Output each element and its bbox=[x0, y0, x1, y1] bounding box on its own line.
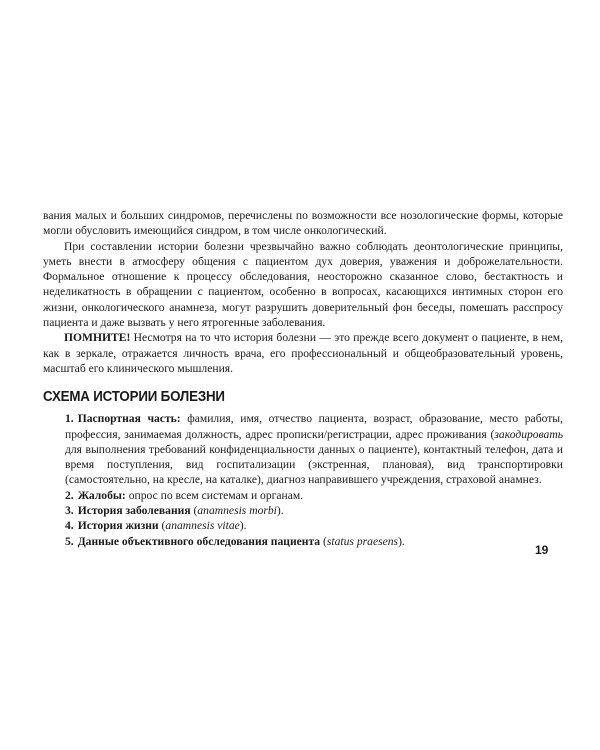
item-text: опрос по всем системам и органам. bbox=[125, 488, 304, 502]
item-italic: anamnesis morbi bbox=[197, 504, 277, 518]
list-item bbox=[65, 518, 563, 533]
list-item bbox=[65, 534, 563, 549]
item-number: 4. bbox=[65, 519, 74, 533]
paragraph-continuation: вания малых и больших синдромов, перечислены по возможности все нозологические формы, которые могли обусловить имеющийся синдром, в том числе онкологический. bbox=[43, 209, 563, 238]
item-title: История жизни bbox=[77, 519, 159, 533]
item-text: ( bbox=[320, 534, 327, 548]
item-title: История заболевания bbox=[77, 504, 191, 518]
item-text-end: ). bbox=[398, 534, 405, 548]
item-italic: status praesens bbox=[326, 534, 399, 548]
page-content bbox=[43, 208, 563, 549]
item-text-end: ). bbox=[276, 504, 284, 518]
item-number: 5. bbox=[65, 534, 74, 548]
section-title: СХЕМА ИСТОРИИ БОЛЕЗНИ bbox=[43, 389, 225, 406]
item-italic: anamnesis vitae bbox=[165, 519, 240, 533]
remember-text: Несмотря на то что история болезни — это прежде всего документ о пациенте, в нем, как в зеркале, отражается личность врача, его профессиональный и общеобразовательный уровень, масштаб его клинического мышления. bbox=[43, 331, 563, 375]
item-italic: закодировать bbox=[494, 427, 563, 441]
list-item bbox=[65, 503, 563, 518]
item-text-end: ). bbox=[239, 519, 247, 533]
item-text: фамилия, имя, отчество пациента, возраст, образование, место работы, профессия, занимаемая должность, адрес прописки/регистрации, адрес проживания ( bbox=[65, 412, 563, 441]
item-number: 1. bbox=[65, 412, 74, 426]
item-title: Паспортная часть: bbox=[77, 412, 181, 426]
item-title: Данные объективного обследования пациента bbox=[77, 534, 321, 548]
item-text: ( bbox=[158, 519, 166, 533]
page-number: 19 bbox=[535, 543, 549, 557]
item-text-end: для выполнения требований конфиденциальности данных о пациенте), контактный телефон, дата и время поступления, вид госпитализации (экстренная, плановая), вид транспортировки (самостоятельно, на кресле, на каталке), диагноз направившего учреждения, страховой анамнез. bbox=[65, 442, 563, 487]
item-text: ( bbox=[190, 504, 198, 518]
list-item bbox=[65, 411, 563, 487]
item-number: 3. bbox=[65, 504, 74, 518]
item-number: 2. bbox=[65, 488, 74, 502]
remember-label: ПОМНИТЕ! bbox=[64, 331, 131, 345]
paragraph-remember bbox=[43, 330, 563, 376]
list-item bbox=[65, 488, 563, 503]
item-title: Жалобы: bbox=[77, 488, 126, 502]
history-scheme-list bbox=[43, 411, 563, 549]
paragraph-deontology: При составлении истории болезни чрезвычайно важно соблюдать деонтологические принципы, уметь внести в атмосферу общения с пациентом дух доверия, уважения и доброжелательности. Формальное отношение к процессу обследования, неосторожно сказанное слово, бестактность и неделикатность в обращении с пациентом, особенно в вопросах, касающихся интимных сторон его жизни, онкологического анамнеза, могут разрушить доверительный фон беседы, помешать расспросу пациента и даже вызвать у него ятрогенные заболевания. bbox=[43, 239, 563, 330]
